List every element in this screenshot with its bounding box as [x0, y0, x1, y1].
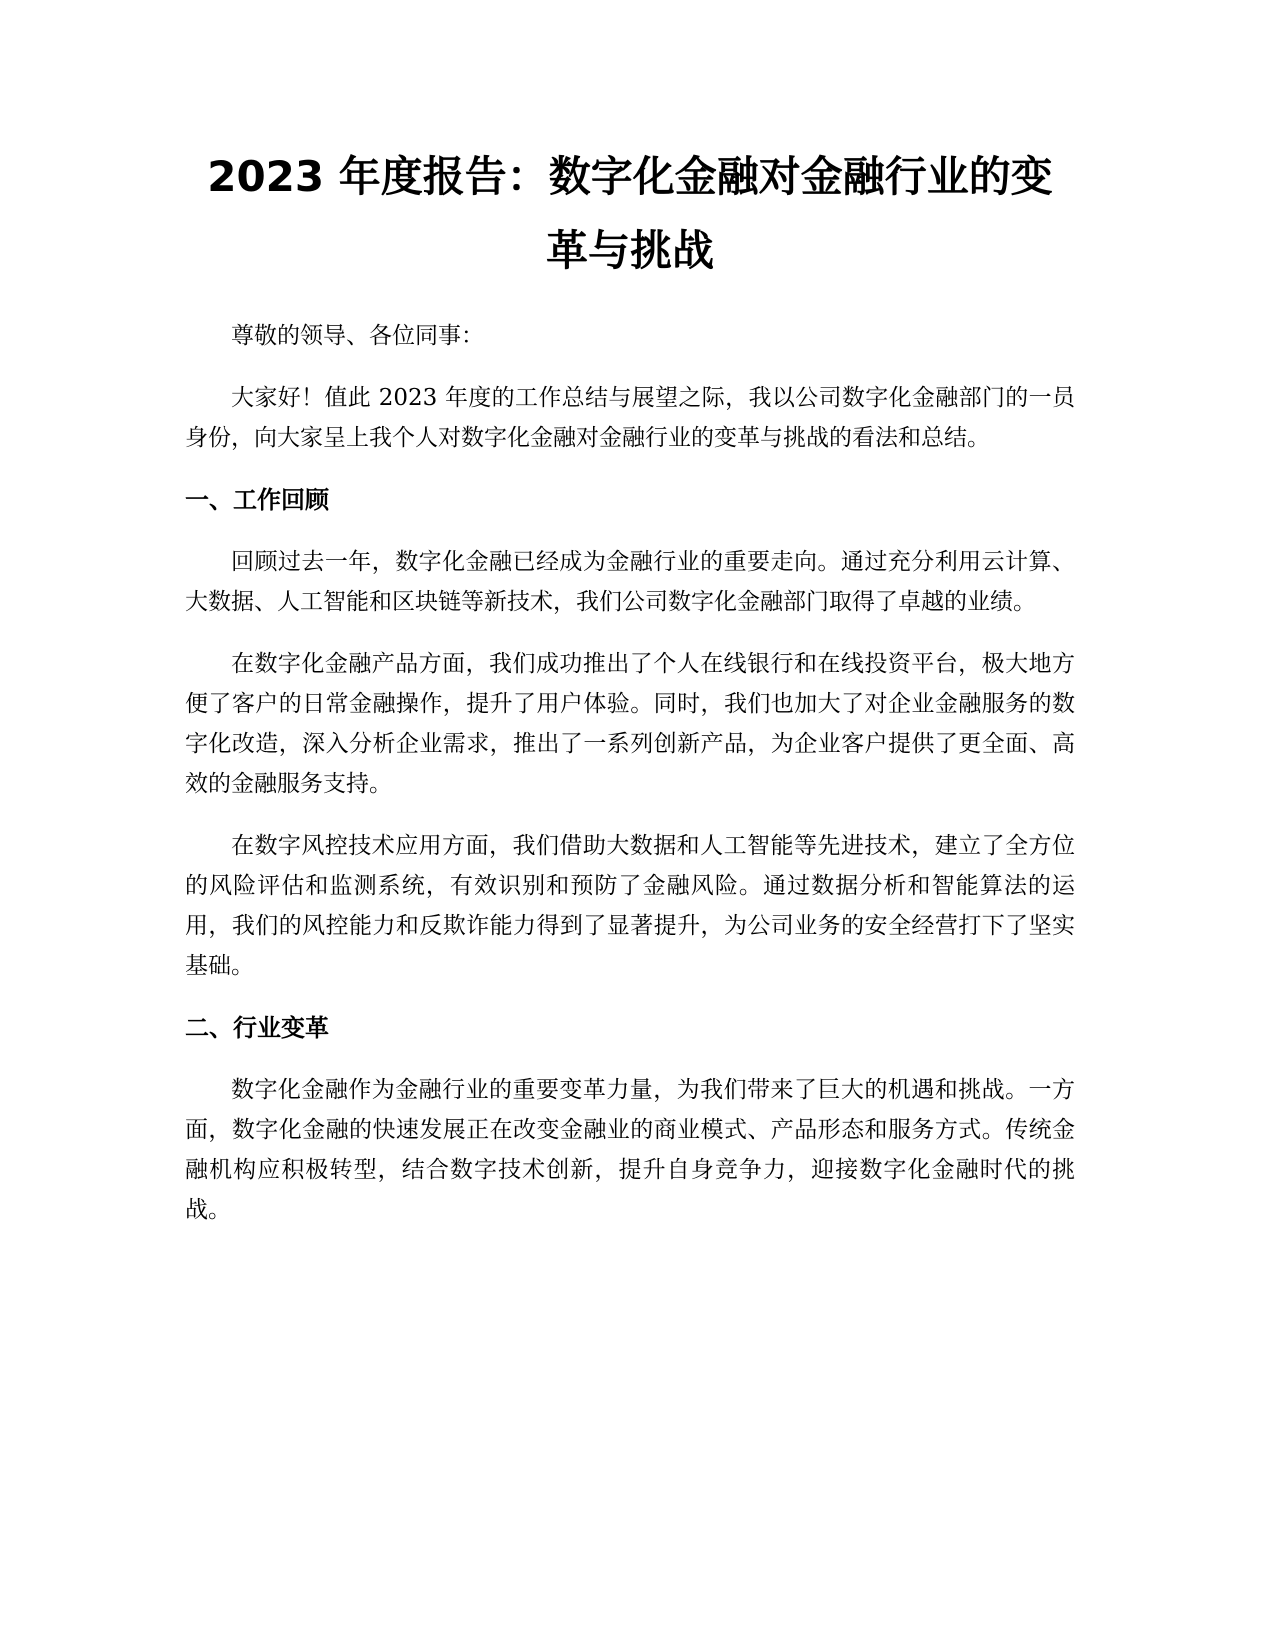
section-heading-review: 一、工作回顾 [185, 486, 329, 514]
salutation: 尊敬的领导、各位同事： [231, 323, 484, 349]
document-title [185, 140, 1075, 288]
title-line-2: 革与挑战 [545, 226, 714, 275]
intro-paragraph: 大家好！值此 2023 年度的工作总结与展望之际，我以公司数字化金融部门的一员身份，向大家呈上我个人对数字化金融对金融行业的变革与挑战的看法和总结。 [185, 385, 1075, 451]
document-page [185, 140, 1075, 1252]
section-heading-industry-change: 二、行业变革 [185, 1014, 329, 1042]
review-paragraph-3: 在数字风控技术应用方面，我们借助大数据和人工智能等先进技术，建立了全方位的风险评估和监测系统，有效识别和预防了金融风险。通过数据分析和智能算法的运用，我们的风控能力和反欺诈能力得到了显著提升，为公司业务的安全经营打下了坚实基础。 [185, 833, 1075, 979]
review-paragraph-1: 回顾过去一年，数字化金融已经成为金融行业的重要走向。通过充分利用云计算、大数据、人工智能和区块链等新技术，我们公司数字化金融部门取得了卓越的业绩。 [185, 549, 1075, 615]
title-line-1: 2023 年度报告：数字化金融对金融行业的变 [207, 152, 1053, 201]
review-paragraph-2: 在数字化金融产品方面，我们成功推出了个人在线银行和在线投资平台，极大地方便了客户的日常金融操作，提升了用户体验。同时，我们也加大了对企业金融服务的数字化改造，深入分析企业需求，推出了一系列创新产品，为企业客户提供了更全面、高效的金融服务支持。 [185, 651, 1075, 797]
industry-change-paragraph-1: 数字化金融作为金融行业的重要变革力量，为我们带来了巨大的机遇和挑战。一方面，数字化金融的快速发展正在改变金融业的商业模式、产品形态和服务方式。传统金融机构应积极转型，结合数字技术创新，提升自身竞争力，迎接数字化金融时代的挑战。 [185, 1077, 1075, 1223]
